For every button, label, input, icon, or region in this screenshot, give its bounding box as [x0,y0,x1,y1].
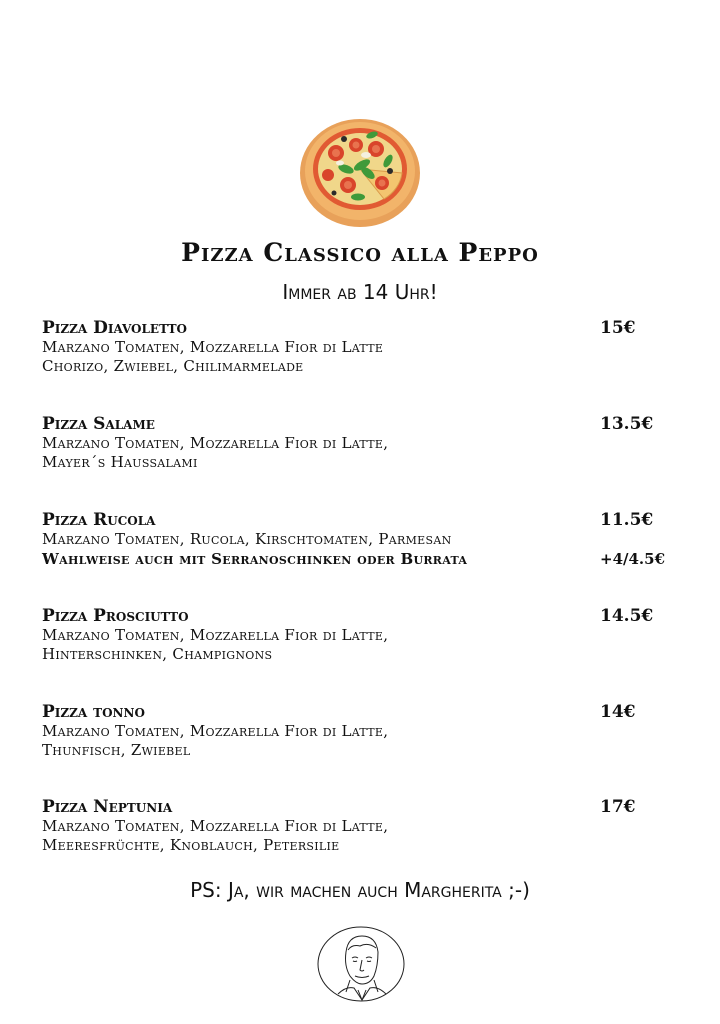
menu-item-price: 11.5€ [600,510,654,530]
menu-item-desc-line: Marzano Tomaten, Mozzarella Fior di Latte, [42,626,389,644]
menu-item-price: 14.5€ [600,606,654,626]
pizza-icon [298,113,422,229]
menu-item-rucola [42,510,692,569]
menu-item-name: Pizza Prosciutto [42,606,189,626]
menu-item-price: 17€ [600,797,636,817]
menu-item-desc-line: Meeresfrüchte, Knoblauch, Petersilie [42,836,340,854]
chef-portrait-icon [316,922,406,1002]
menu-item-name: Pizza Neptunia [42,797,173,817]
menu-subtitle: Immer ab 14 Uhr! [282,280,438,304]
menu-item-extra-price: +4/4.5€ [600,550,666,568]
menu-title: Pizza Classico alla Peppo [181,238,539,267]
menu-item-desc-line: Marzano Tomaten, Mozzarella Fior di Latte, [42,434,389,452]
menu-item-desc-line: Thunfisch, Zwiebel [42,741,191,759]
menu-item-name: Pizza Diavoletto [42,318,187,338]
menu-item-salame [42,414,692,472]
menu-item-neptunia [42,797,692,855]
menu-item-diavoletto [42,318,692,376]
menu-item-desc-line: Marzano Tomaten, Mozzarella Fior di Latte, [42,722,389,740]
menu-item-desc-line: Marzano Tomaten, Mozzarella Fior di Latte [42,338,384,356]
footer-note: PS: Ja, wir machen auch Margherita ;-) [190,878,530,902]
menu-item-prosciutto [42,606,692,664]
menu-item-price: 13.5€ [600,414,654,434]
menu-item-extra-option: Wahlweise auch mit Serranoschinken oder Burrata [42,550,468,568]
menu-item-name: Pizza tonno [42,702,145,722]
menu-item-name: Pizza Salame [42,414,155,434]
menu-item-name: Pizza Rucola [42,510,156,530]
menu-item-desc-line: Marzano Tomaten, Rucola, Kirschtomaten, Parmesan [42,530,452,548]
menu-item-desc-line: Mayer´s Haussalami [42,453,198,471]
menu-item-desc-line: Marzano Tomaten, Mozzarella Fior di Latte, [42,817,389,835]
menu-item-desc-line: Hinterschinken, Champignons [42,645,273,663]
menu-item-price: 14€ [600,702,636,722]
menu-item-tonno [42,702,692,760]
menu-item-price: 15€ [600,318,636,338]
menu-item-desc-line: Chorizo, Zwiebel, Chilimarmelade [42,357,304,375]
